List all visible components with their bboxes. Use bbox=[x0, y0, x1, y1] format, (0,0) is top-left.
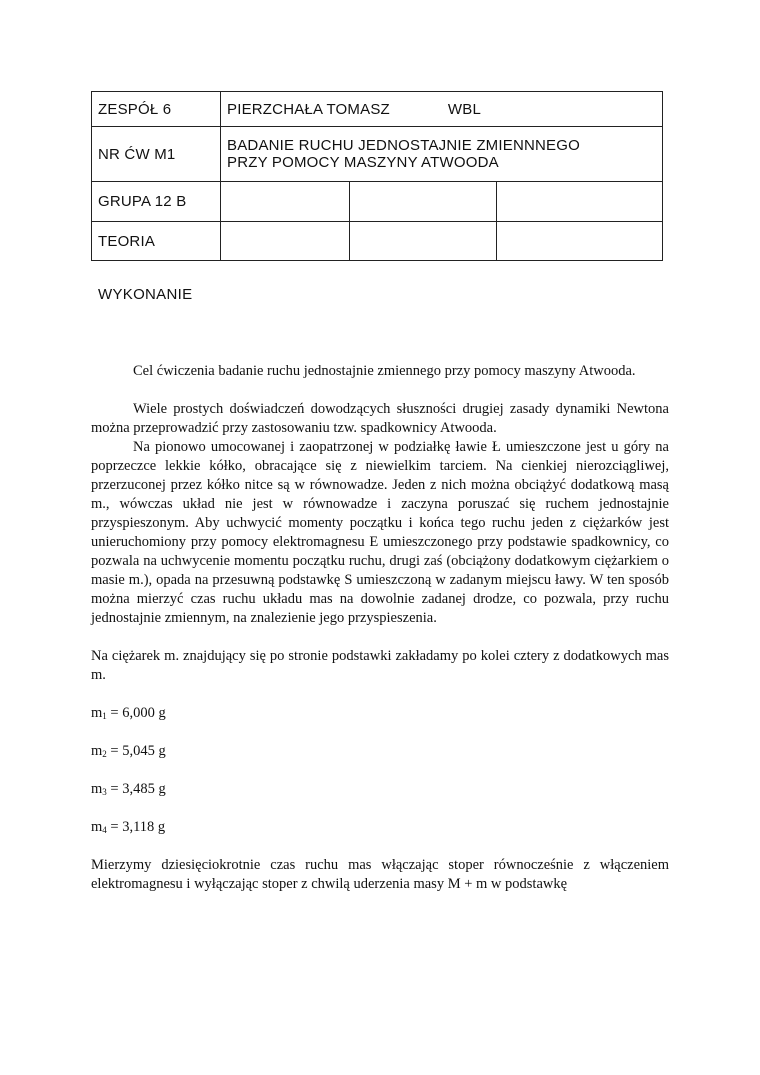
theory-cell: TEORIA bbox=[92, 222, 221, 261]
empty-cell bbox=[497, 182, 663, 222]
section-title: WYKONANIE bbox=[98, 286, 193, 303]
intro-paragraph: Wiele prostych doświadczeń dowodzących słuszności drugiej zasady dynamiki Newtona można przeprowadzić przy zastosowaniu tzw. spadkownicy Atwooda. bbox=[91, 401, 669, 436]
team-cell: ZESPÓŁ 6 bbox=[92, 92, 221, 127]
empty-cell bbox=[221, 222, 350, 261]
exercise-number-cell: NR ĆW M1 bbox=[92, 127, 221, 182]
group-cell: GRUPA 12 B bbox=[92, 182, 221, 222]
header-row-group bbox=[92, 182, 663, 222]
header-row-team bbox=[92, 92, 663, 127]
mass-item: $m_4 = 3,118$ g bbox=[91, 819, 166, 835]
header-table bbox=[91, 91, 663, 261]
weights-intro-paragraph: Na ciężarek m. znajdujący się po stronie podstawki zakładamy po kolei cztery z dodatkowych mas m. bbox=[91, 648, 669, 683]
exercise-title-cell bbox=[221, 127, 663, 182]
exercise-title-line1: BADANIE RUCHU JEDNOSTAJNIE ZMIENNNEGO bbox=[227, 137, 580, 154]
aim-paragraph: Cel ćwiczenia badanie ruchu jednostajnie zmiennego przy pomocy maszyny Atwooda. bbox=[133, 363, 636, 379]
document-body bbox=[91, 362, 669, 894]
mass-item: $m_2 = 5,045$ g bbox=[91, 743, 166, 759]
description-paragraph: Na pionowo umocowanej i zaopatrzonej w podziałkę ławie Ł umieszczone jest u góry na poprzeczce lekkie kółko, obracające się z niewielkim tarciem. Na cienkiej nierozciągliwej, przerzuconej przez kółko nitce są w równowadze. Jeden z nich można obciążyć dodatkową masą m., wówczas układ nie jest w równowadze i zaczyna poruszać się ruchem jednostajnie przyspieszonym. Aby uchwycić momenty początku i końca tego ruchu jeden z ciężarków jest unieruchomiony przy pomocy elektromagnesu E umieszczonego przy podstawie spadkownicy, co pozwala na uchwycenie momentu początku ruchu, drugi zaś (obciążony dodatkowym ciężarkiem o masie m.), opada na przesuwną podstawkę S umieszczoną w zadanym miejscu ławy. W ten sposób można mierzyć czas ruchu układu mas na dowolnie zadanej drodze, co pozwala, przy ruchu jednostajnie zmiennym, na znalezienie jego przyspieszenia. bbox=[91, 439, 669, 626]
mass-item: $m_1 = 6,000$ g bbox=[91, 705, 166, 721]
empty-cell bbox=[350, 222, 497, 261]
student-name: PIERZCHAŁA TOMASZ bbox=[227, 100, 390, 118]
mass-item: $m_3 = 3,485$ g bbox=[91, 781, 166, 797]
exercise-title-line2: PRZY POMOCY MASZYNY ATWOODA bbox=[227, 154, 499, 171]
header-row-exercise bbox=[92, 127, 663, 182]
measurement-paragraph: Mierzymy dziesięciokrotnie czas ruchu mas włączając stoper równocześnie z włączeniem elektromagnesu i wyłączając stoper z chwilą uderzenia masy M + m w podstawkę bbox=[91, 857, 669, 892]
header-row-theory bbox=[92, 222, 663, 261]
empty-cell bbox=[221, 182, 350, 222]
faculty-label: WBL bbox=[447, 100, 481, 118]
empty-cell bbox=[350, 182, 497, 222]
empty-cell bbox=[497, 222, 663, 261]
name-cell bbox=[221, 92, 663, 127]
